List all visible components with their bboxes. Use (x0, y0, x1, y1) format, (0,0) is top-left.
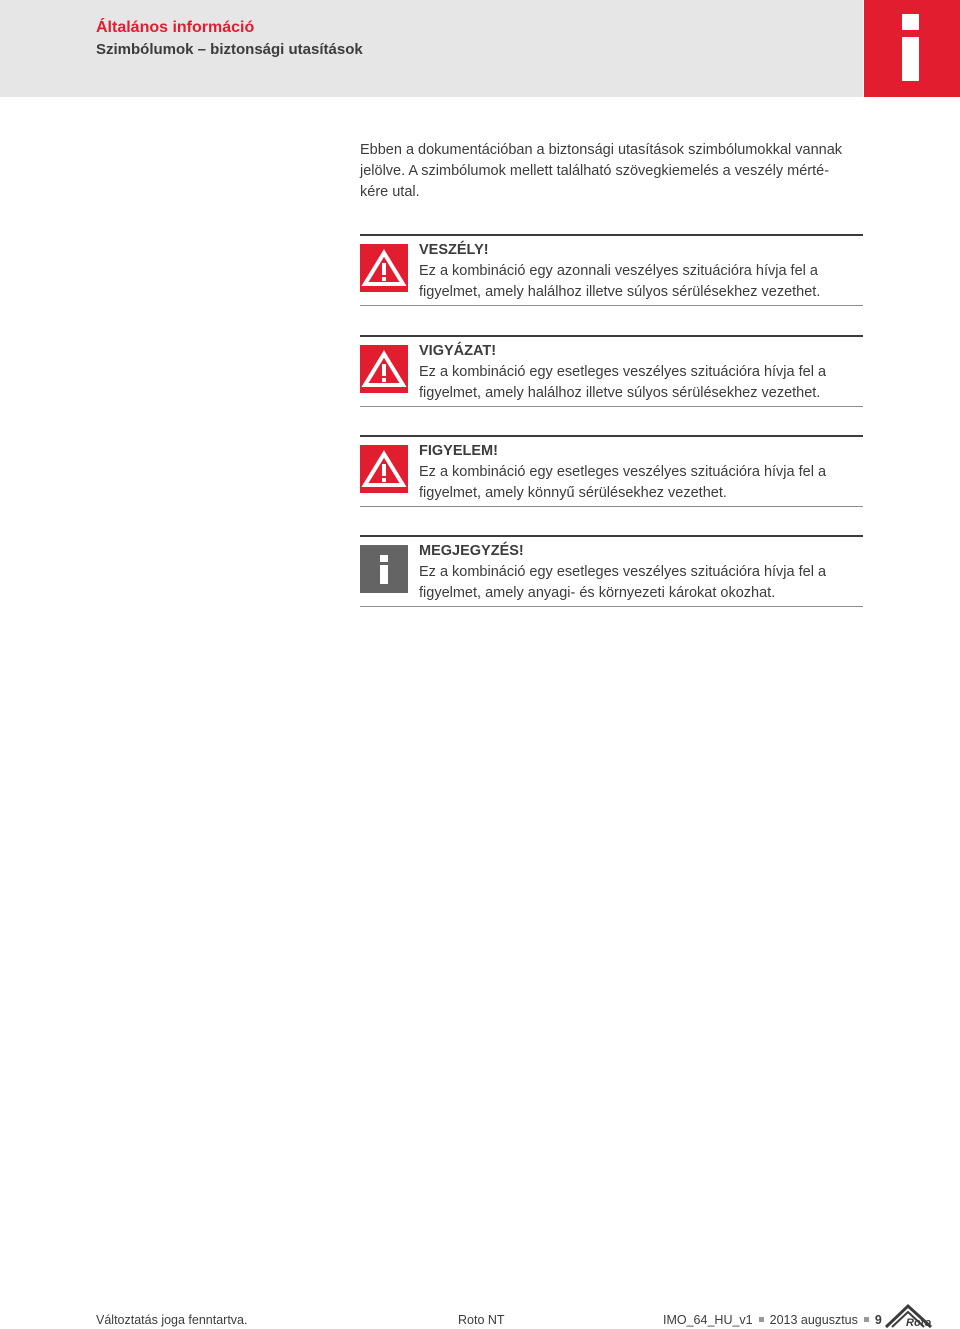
section-title: Általános információ (96, 19, 255, 36)
footer-product: Roto NT (458, 1313, 505, 1327)
footer-date: 2013 augusztus (769, 1313, 858, 1327)
notice-text (419, 462, 826, 504)
info-icon (864, 0, 960, 97)
footer-doc-id: IMO_64_HU_v1 (663, 1313, 753, 1327)
notice-title: MEGJEGYZÉS! (419, 543, 524, 559)
info-icon (360, 545, 408, 593)
roto-roof-logo-icon (884, 1303, 944, 1329)
notice-line: figyelmet, amely halálhoz illetve súlyos sérülésekhez vezethet. (419, 284, 821, 300)
intro-line: Ebben a dokumentációban a biztonsági utasítások szimbólumokkal vannak (360, 142, 843, 158)
notice-line: figyelmet, amely halálhoz illetve súlyos sérülésekhez vezethet. (419, 385, 821, 401)
header-info-icon-box (864, 0, 960, 97)
intro-paragraph (360, 140, 863, 203)
notice-title: VIGYÁZAT! (419, 343, 497, 359)
notice-note (360, 535, 863, 607)
notice-title: FIGYELEM! (419, 443, 498, 459)
separator-square (759, 1317, 764, 1322)
page-header (0, 0, 863, 97)
notice-caution (360, 435, 863, 507)
footer-doc-info (663, 1313, 882, 1327)
notice-text (419, 362, 826, 404)
intro-line: jelölve. A szimbólumok mellett található szövegkiemelés a veszély mérté- (360, 163, 830, 179)
notice-line: figyelmet, amely könnyű sérülésekhez vezethet. (419, 485, 727, 501)
page-number: 9 (874, 1313, 882, 1327)
notice-line: Ez a kombináció egy esetleges veszélyes szituációra hívja fel a (419, 464, 827, 480)
logo-text: Roto (906, 1317, 932, 1329)
notice-line: Ez a kombináció egy azonnali veszélyes szituációra hívja fel a (419, 263, 818, 279)
notice-line: Ez a kombináció egy esetleges veszélyes szituációra hívja fel a (419, 564, 827, 580)
intro-line: kére utal. (360, 184, 420, 200)
warning-triangle-icon (360, 244, 408, 292)
notice-danger (360, 234, 863, 306)
notice-line: figyelmet, amely anyagi- és környezeti károkat okozhat. (419, 585, 776, 601)
notice-title: VESZÉLY! (419, 242, 489, 258)
notice-line: Ez a kombináció egy esetleges veszélyes szituációra hívja fel a (419, 364, 827, 380)
separator-square (864, 1317, 869, 1322)
notice-warning (360, 335, 863, 407)
warning-triangle-icon (360, 345, 408, 393)
notice-text (419, 261, 820, 303)
section-subtitle: Szimbólumok – biztonsági utasítások (96, 41, 363, 58)
footer-rights: Változtatás joga fenntartva. (96, 1313, 248, 1327)
warning-triangle-icon (360, 445, 408, 493)
notice-text (419, 562, 826, 604)
